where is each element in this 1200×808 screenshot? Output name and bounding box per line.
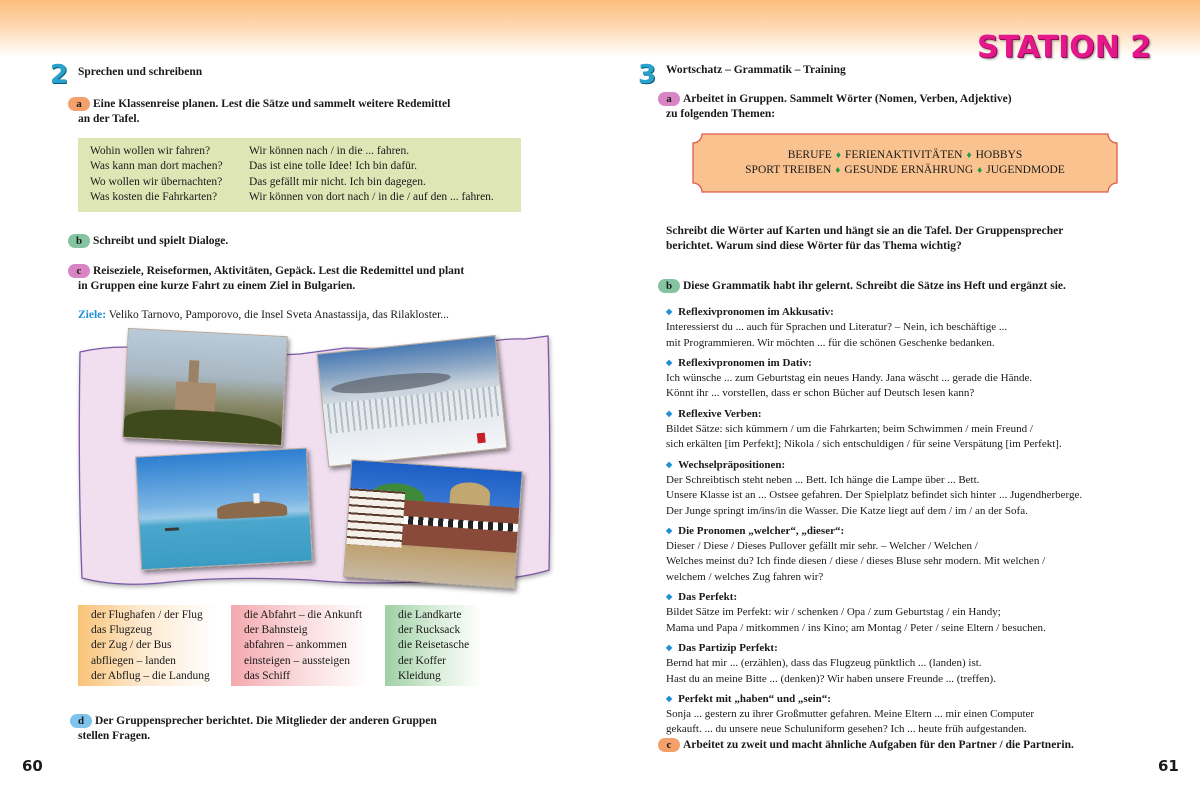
phrase-question: Wo wollen wir übernachten?	[90, 175, 223, 188]
vocab-box-travel	[78, 605, 218, 686]
grammar-item	[666, 691, 1082, 738]
grammar-line: Dieser / Diese / Dieses Pullover gefällt mir sehr. – Welcher / Welchen /	[666, 540, 978, 553]
grammar-title: Reflexive Verben:	[678, 407, 762, 420]
task-d	[70, 714, 437, 744]
task-c	[658, 738, 1074, 753]
phrase-answer: Wir können von dort nach / in die / auf den ... fahren.	[249, 190, 494, 203]
vocab-item: einsteigen – aussteigen	[244, 654, 351, 667]
task-b	[68, 234, 228, 249]
task-badge: c	[658, 738, 680, 752]
section-number: 2	[50, 60, 69, 90]
grammar-line: gekauft. ... du unsere neue Schuluniform gesehen? Ich ... heute früh aufgestanden.	[666, 723, 1027, 736]
topic-item: BERUFE	[787, 149, 832, 161]
topics-row-2	[692, 163, 1118, 178]
grammar-line: mit Programmieren. Wir möchten ... für die schönen Geschenke bedanken.	[666, 336, 995, 349]
vocab-item: Kleidung	[398, 669, 441, 682]
grammar-line: Bildet Sätze im Perfekt: wir / schenken / Opa / zum Geburtstag / ein Handy;	[666, 606, 1001, 619]
section-title: Wortschatz – Grammatik – Training	[666, 64, 846, 76]
bullet-icon: ◆	[666, 307, 673, 316]
grammar-line: Bildet Sätze: sich kümmern / um die Fahrkarten; beim Schwimmen / mein Freund /	[666, 423, 1033, 436]
task-text: Eine Klassenreise planen. Lest die Sätze und sammelt weitere Redemittel	[93, 98, 451, 110]
grammar-title: Das Perfekt:	[678, 591, 738, 604]
task-c	[68, 264, 464, 294]
task-text: Schreibt und spielt Dialoge.	[93, 235, 229, 247]
grammar-line: welchem / welches Zug fahren wir?	[666, 570, 824, 583]
diamond-icon: ♦	[835, 150, 841, 161]
task-text: Reiseziele, Reiseformen, Aktivitäten, Gepäck. Lest die Redemittel und plant	[93, 265, 465, 277]
grammar-title: Die Pronomen „welcher“, „dieser“:	[678, 524, 845, 537]
topic-item: HOBBYS	[975, 149, 1023, 161]
vocab-box-luggage	[385, 605, 482, 686]
grammar-title: Reflexivpronomen im Akkusativ:	[678, 306, 834, 318]
vocab-item: das Schiff	[244, 669, 291, 682]
grammar-line: sich erkälten [im Perfekt]; Nikola / sich entschuldigen / für seine Verspätung [im Perfekt].	[666, 438, 1062, 451]
grammar-line: Welches meinst du? Ich finde diesen / diese / dieses Bluse sehr modern. Mit welchen /	[666, 555, 1046, 568]
topic-item: JUGENDMODE	[986, 164, 1065, 176]
task-text: an der Tafel.	[78, 113, 140, 125]
grammar-list	[666, 304, 1082, 742]
grammar-line: Der Junge springt im/ins/in die Wasser. Die Katze liegt auf dem / im / an der Sofa.	[666, 504, 1028, 517]
destinations-text: Veliko Tarnovo, Pamporovo, die Insel Sveta Anastassija, das Rilakloster...	[108, 309, 449, 321]
bullet-icon: ◆	[666, 592, 673, 602]
vocab-item: die Reisetasche	[398, 639, 470, 652]
task-badge: a	[68, 97, 90, 111]
task-text: Arbeitet zu zweit und macht ähnliche Aufgaben für den Partner / die Partnerin.	[683, 739, 1074, 751]
phrase-answer: Das ist eine tolle Idee! Ich bin dafür.	[249, 160, 417, 173]
grammar-item	[666, 640, 1082, 687]
task-text: Der Gruppensprecher berichtet. Die Mitglieder der anderen Gruppen	[95, 715, 437, 727]
grammar-title: Perfekt mit „haben“ und „sein“:	[678, 692, 831, 705]
section-number: 3	[638, 60, 657, 90]
photo-collage	[70, 330, 560, 595]
vocab-item: der Abflug – die Landung	[91, 669, 210, 682]
diamond-icon: ♦	[977, 165, 983, 176]
grammar-line: Sonja ... gestern zu ihrer Großmutter gefahren. Meine Eltern ... mir einen Computer	[666, 708, 1035, 721]
grammar-item	[666, 523, 1082, 585]
vocab-item: der Rucksack	[398, 624, 461, 637]
grammar-line: Interessierst du ... auch für Sprachen und Literatur? – Nein, ich beschäftige ...	[666, 321, 1008, 334]
bullet-icon: ◆	[666, 693, 673, 703]
task-b	[658, 279, 1066, 294]
instruction-line: Schreibt die Wörter auf Karten und hängt sie an die Tafel. Der Gruppensprecher	[666, 225, 1064, 237]
vocab-item: der Bahnsteig	[244, 624, 308, 637]
grammar-item	[666, 304, 1082, 351]
bullet-icon: ◆	[666, 357, 673, 367]
grammar-item	[666, 589, 1082, 636]
grammar-item	[666, 355, 1082, 402]
phrase-question: Was kosten die Fahrkarten?	[90, 190, 218, 203]
section-title: Sprechen und schreibenn	[78, 66, 203, 78]
pamporovo-photo	[317, 335, 508, 467]
grammar-title: Das Partizip Perfekt:	[678, 641, 778, 654]
grammar-line: Unsere Klasse ist an ... Ostsee gefahren. Der Spielplatz befindet sich hinter ... Jugendherberge.	[666, 489, 1083, 502]
diamond-icon: ♦	[966, 150, 972, 161]
diamond-icon: ♦	[835, 165, 841, 176]
vocab-item: das Flugzeug	[91, 624, 153, 637]
sveta-anastassija-photo	[135, 448, 313, 571]
vocab-box-departure	[231, 605, 369, 686]
bullet-icon: ◆	[666, 642, 673, 652]
topic-item: FERIENAKTIVITÄTEN	[844, 149, 963, 161]
task-badge: a	[658, 92, 680, 106]
phrases-box	[78, 138, 521, 212]
topic-item: SPORT TREIBEN	[745, 164, 832, 176]
bullet-icon: ◆	[666, 459, 673, 469]
grammar-line: Bernd hat mir ... (erzählen), dass das Flugzeug pünktlich ... (landen) ist.	[666, 657, 982, 670]
destinations-label: Ziele:	[78, 309, 107, 321]
task-text: Diese Grammatik habt ihr gelernt. Schreibt die Sätze ins Heft und ergänzt sie.	[683, 280, 1066, 292]
task-badge: b	[68, 234, 90, 248]
vocab-item: abfahren – ankommen	[244, 639, 347, 652]
grammar-line: Der Schreibtisch steht neben ... Bett. Ich hänge die Lampe über ... Bett.	[666, 473, 980, 486]
instruction-line: berichtet. Warum sind diese Wörter für das Thema wichtig?	[666, 240, 962, 252]
task-badge: b	[658, 279, 680, 293]
topics-box	[692, 133, 1118, 193]
bullet-icon: ◆	[666, 408, 673, 418]
grammar-line: Ich wünsche ... zum Geburtstag ein neues Handy. Jana wäscht ... gerade die Hände.	[666, 372, 1033, 385]
rila-monastery-photo	[343, 459, 523, 589]
vocab-item: die Abfahrt – die Ankunft	[244, 609, 363, 621]
station-title: STATION 2	[977, 30, 1152, 65]
vocab-item: der Flughafen / der Flug	[91, 609, 203, 621]
vocab-item: der Zug / der Bus	[91, 639, 172, 652]
veliko-tarnovo-photo	[122, 328, 288, 446]
task-text: in Gruppen eine kurze Fahrt zu einem Ziel in Bulgarien.	[78, 280, 356, 292]
topics-row-1	[692, 148, 1118, 163]
topics-text	[692, 148, 1118, 178]
grammar-item	[666, 457, 1082, 519]
phrase-question: Wohin wollen wir fahren?	[90, 145, 211, 157]
grammar-line: Könnt ihr ... vorstellen, dass er schon Bücher auf Deutsch lesen kann?	[666, 387, 975, 400]
questions-column	[90, 144, 223, 205]
task-badge: d	[70, 714, 92, 728]
topic-item: GESUNDE ERNÄHRUNG	[844, 164, 974, 176]
task-badge: c	[68, 264, 90, 278]
phrase-question: Was kann man dort machen?	[90, 160, 223, 173]
instructions	[666, 224, 1063, 254]
phrase-answer: Das gefällt mir nicht. Ich bin dagegen.	[249, 175, 426, 188]
grammar-line: Mama und Papa / mitkommen / ins Kino; am Montag / Peter / seine Eltern / besuchen.	[666, 621, 1046, 634]
destinations-line	[78, 309, 449, 321]
task-a	[68, 97, 450, 127]
vocab-item: der Koffer	[398, 654, 446, 667]
page-number: 60	[22, 757, 43, 775]
page-number: 61	[1158, 757, 1179, 775]
grammar-title: Wechselpräpositionen:	[678, 458, 786, 471]
task-text: Arbeitet in Gruppen. Sammelt Wörter (Nomen, Verben, Adjektive)	[683, 93, 1012, 105]
grammar-item	[666, 406, 1082, 453]
grammar-line: Hast du an meine Bitte ... (denken)? Wir haben unsere Freunde ... (treffen).	[666, 672, 996, 685]
vocab-item: abfliegen – landen	[91, 654, 176, 667]
task-text: stellen Fragen.	[78, 730, 151, 742]
vocab-item: die Landkarte	[398, 609, 462, 621]
bullet-icon: ◆	[666, 525, 673, 535]
phrase-answer: Wir können nach / in die ... fahren.	[249, 145, 410, 157]
task-a	[658, 92, 1012, 122]
answers-column	[249, 144, 494, 205]
grammar-title: Reflexivpronomen im Dativ:	[678, 356, 812, 369]
task-text: zu folgenden Themen:	[666, 108, 776, 120]
